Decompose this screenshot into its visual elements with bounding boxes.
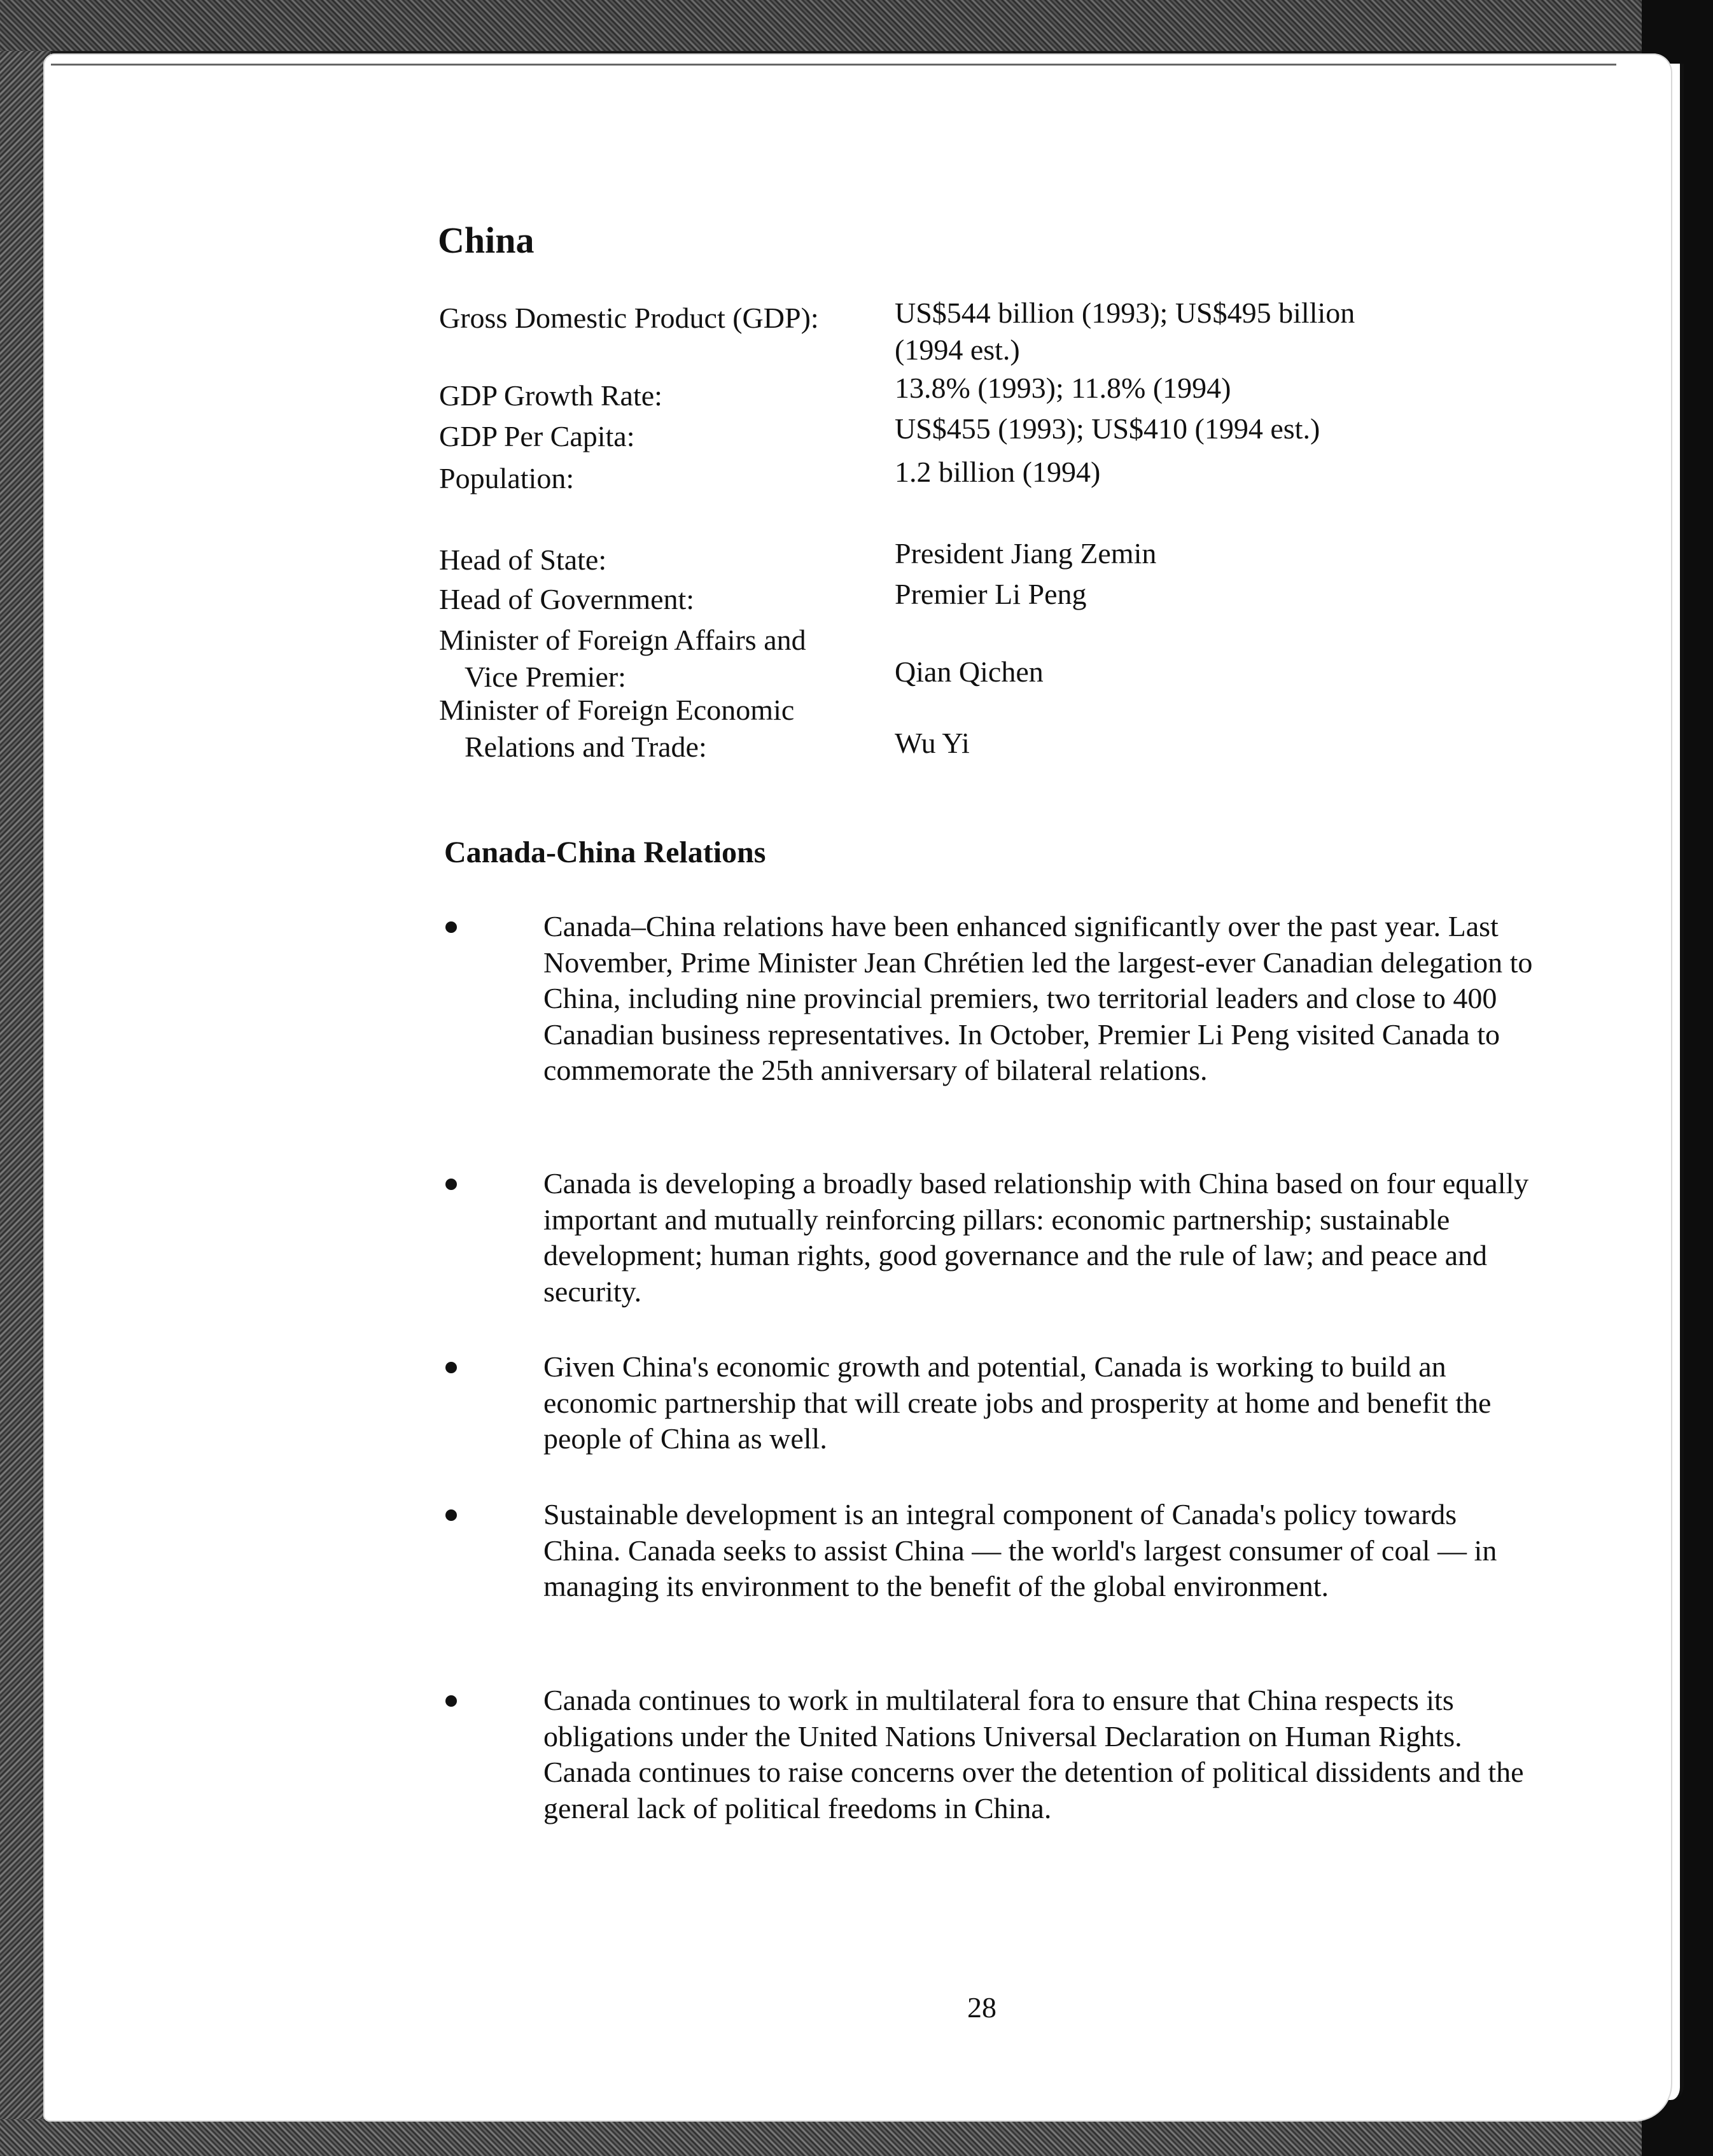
fact-label-gdp-growth: GDP Growth Rate:: [439, 379, 662, 412]
page-number: 28: [967, 1991, 996, 2024]
fact-label-head-of-state: Head of State:: [439, 543, 607, 576]
section-title: Canada-China Relations: [444, 836, 766, 869]
fact-label-foreign-economic-line2: Relations and Trade:: [465, 731, 707, 763]
fact-label-foreign-affairs-line2: Vice Premier:: [465, 661, 626, 693]
fact-value-gdp-line2: (1994 est.): [895, 333, 1020, 366]
fact-value-foreign-economic: Wu Yi: [895, 727, 970, 759]
fact-label-foreign-affairs-line1: Minister of Foreign Affairs and: [439, 624, 806, 656]
fact-value-gdp-growth: 13.8% (1993); 11.8% (1994): [895, 372, 1231, 404]
page-top-rule: [51, 64, 1616, 66]
list-item-text: Canada is developing a broadly based relationship with China based on four equally important and mutually reinforcing pillars: economic partnership; sustainable development; human rights, good governance and the rule of law; and peace and security.: [543, 1167, 1529, 1308]
fact-value-head-of-state: President Jiang Zemin: [895, 537, 1157, 570]
fact-label-head-of-government: Head of Government:: [439, 583, 695, 615]
bullet-icon: [445, 1362, 457, 1373]
fact-value-head-of-government: Premier Li Peng: [895, 578, 1087, 610]
list-item-text: Canada–China relations have been enhanced significantly over the past year. Last November, Prime Minister Jean Chrétien led the largest-ever Canadian delegation to China, including nine provincial premiers, two territorial leaders and close to 400 Canadian business representatives. In October, Premier Li Peng visited Canada to commemorate the 25th anniversary of bilateral relations.: [543, 910, 1533, 1086]
bullet-icon: [445, 1509, 457, 1521]
scan-border-top: [0, 0, 1713, 51]
bullet-icon: [445, 1695, 457, 1707]
list-item-text: Given China's economic growth and potential, Canada is working to build an economic partnership that will create jobs and prosperity at home and benefit the people of China as well.: [543, 1350, 1492, 1455]
fact-value-foreign-affairs: Qian Qichen: [895, 655, 1044, 688]
fact-label-gdp-per-capita: GDP Per Capita:: [439, 420, 635, 452]
bullet-icon: [445, 1179, 457, 1190]
fact-label-gdp: Gross Domestic Product (GDP):: [439, 302, 819, 334]
bullet-icon: [445, 921, 457, 933]
fact-value-population: 1.2 billion (1994): [895, 456, 1101, 488]
scan-border-bottom: [0, 2119, 1713, 2156]
fact-label-population: Population:: [439, 462, 575, 494]
list-item-text: Sustainable development is an integral component of Canada's policy towards China. Canada seeks to assist China — the world's largest consumer of coal — in managing its environment to the benefit of the global environment.: [543, 1498, 1497, 1602]
fact-label-foreign-economic-line1: Minister of Foreign Economic: [439, 694, 795, 726]
list-item-text: Canada continues to work in multilateral fora to ensure that China respects its obligations under the United Nations Universal Declaration on Human Rights. Canada continues to raise concerns over the detention of political dissidents and the general lack of political freedoms in China.: [543, 1684, 1524, 1824]
fact-value-gdp-line1: US$544 billion (1993); US$495 billion: [895, 297, 1355, 329]
page-title: China: [438, 220, 535, 261]
fact-value-gdp-per-capita: US$455 (1993); US$410 (1994 est.): [895, 412, 1320, 445]
